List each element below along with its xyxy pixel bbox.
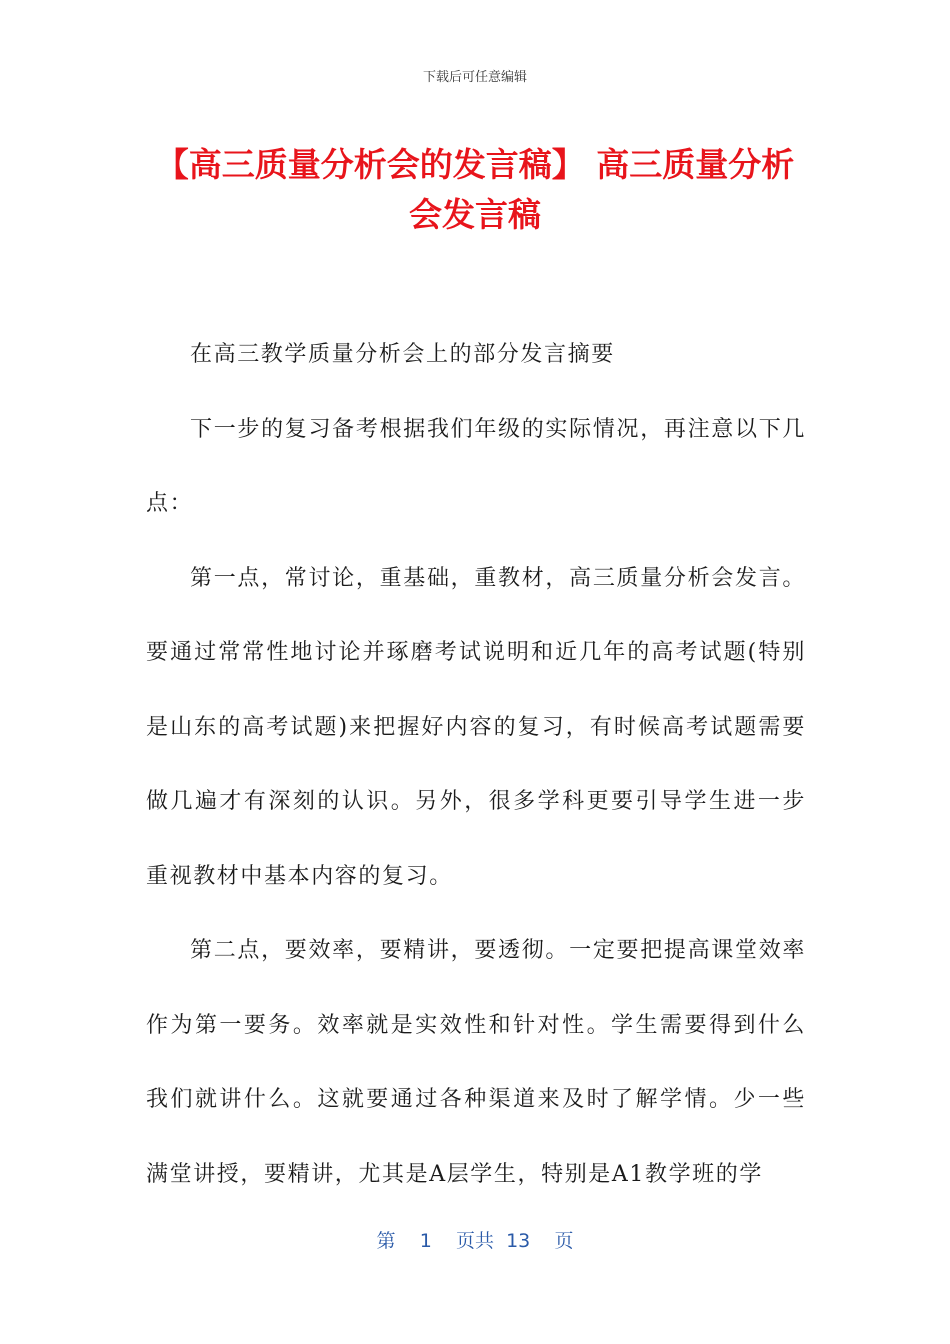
current-page-number: 1 bbox=[419, 1230, 432, 1252]
header-note: 下载后可任意编辑 bbox=[422, 70, 527, 85]
page-footer bbox=[0, 1226, 950, 1253]
paragraph-2: 下一步的复习备考根据我们年级的实际情况，再注意以下几点： bbox=[146, 416, 806, 516]
paragraph-4: 第二点，要效率，要精讲，要透彻。一定要把提高课堂效率作为第一要务。效率就是实效性和针对性。学生需要得到什么我们就讲什么。这就要通过各种渠道来及时了解学情。少一些满堂讲授，要精讲，尤其是A层学生，特别是A1教学班的学 bbox=[146, 938, 806, 1187]
footer-prefix: 第 bbox=[376, 1230, 396, 1252]
total-pages-number: 13 bbox=[506, 1230, 531, 1252]
footer-middle: 页共 bbox=[455, 1230, 494, 1252]
paragraph-3: 第一点，常讨论，重基础，重教材，高三质量分析会发言。要通过常常性地讨论并琢磨考试说明和近几年的高考试题(特别是山东的高考试题)来把握好内容的复习，有时候高考试题需要做几遍才有深刻的认识。另外，很多学科更要引导学生进一步重视教材中基本内容的复习。 bbox=[146, 565, 806, 889]
document-title: 【高三质量分析会的发言稿】 高三质量分析会发言稿 bbox=[155, 145, 795, 234]
footer-suffix: 页 bbox=[554, 1230, 574, 1252]
document-body bbox=[146, 318, 806, 1212]
paragraph-1: 在高三教学质量分析会上的部分发言摘要 bbox=[190, 342, 615, 367]
